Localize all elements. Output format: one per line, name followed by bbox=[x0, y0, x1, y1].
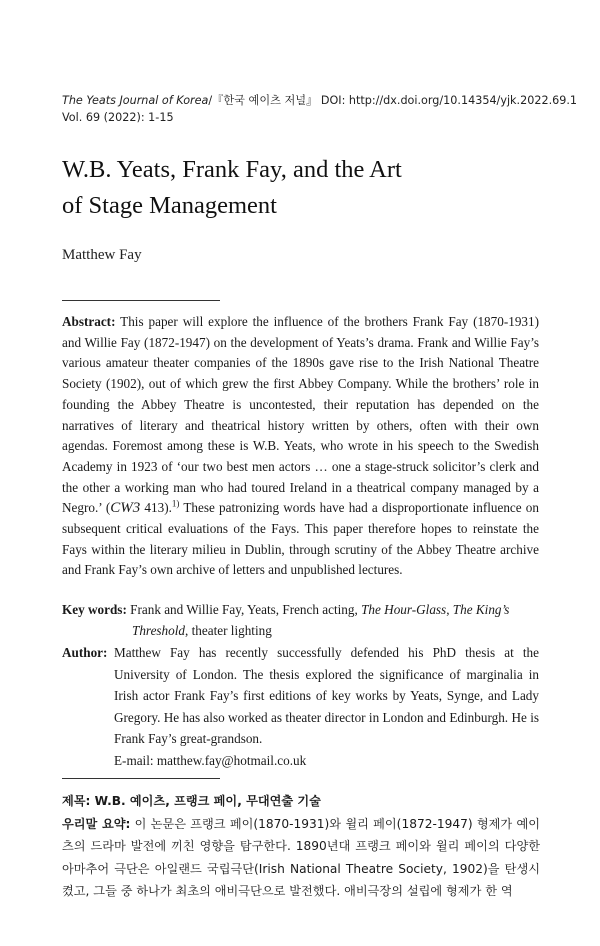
article-title bbox=[62, 152, 562, 224]
keyword-title-2b: Threshold bbox=[132, 622, 186, 638]
author-bio bbox=[62, 642, 539, 771]
divider bbox=[62, 300, 220, 301]
korean-summary-label: 우리말 요약: bbox=[62, 816, 131, 831]
korean-summary-body bbox=[62, 813, 540, 903]
abstract-label: Abstract: bbox=[62, 314, 116, 329]
keywords-line-2 bbox=[62, 621, 539, 642]
abstract-text-b: 413). bbox=[140, 500, 172, 516]
abstract bbox=[62, 312, 539, 581]
journal-volume: Vol. 69 (2022): 1-15 bbox=[62, 111, 174, 124]
keyword-title-2a: The King’s bbox=[452, 602, 510, 617]
keywords-line-1 bbox=[62, 600, 539, 621]
article-title-line-2: of Stage Management bbox=[62, 192, 277, 219]
keywords-label: Key words: bbox=[62, 602, 127, 617]
author-email: E-mail: matthew.fay@hotmail.co.uk bbox=[114, 752, 307, 768]
korean-summary-text: 이 논문은 프랭크 페이(1870-1931)와 윌리 페이(1872-1947) 형제가 예이츠의 드라마 발전에 끼친 영향을 탐구한다. 1890년대 프랭크 페이와 윌리 페이의 다양한 아마추어 극단은 아일랜드 국립극단(Irish National Theatre Society, 1902)을 탄생시켰고, 그들 중 하나가 최초의 애비극단으로 발전했다. 애비극장의 설립에 형제가 한 역 bbox=[62, 816, 541, 898]
abstract-citation: CW3 bbox=[110, 500, 141, 517]
divider bbox=[62, 778, 220, 779]
journal-header bbox=[62, 92, 582, 126]
article-author: Matthew Fay bbox=[62, 247, 142, 263]
footnote-marker: 1) bbox=[171, 498, 180, 509]
author-bio-text: Matthew Fay has recently successfully defended his PhD thesis at the University of London. The thesis explored the significance of marginalia in Irish actor Frank Fay’s first editions of key works by Yeats, Synge, and Lady Gregory. He has also worked as theater director in London and Edinburgh. He is Frank Fay’s great-grandson. bbox=[114, 645, 539, 746]
keywords bbox=[62, 600, 539, 641]
keywords-text-b: , theater lighting bbox=[185, 622, 272, 638]
keyword-title-1: The Hour-Glass bbox=[361, 602, 447, 617]
keywords-text-a: Frank and Willie Fay, Yeats, French acting, bbox=[126, 602, 362, 617]
abstract-text-c: These patronizing words have had a disproportionate influence on subsequent critical evaluations of the Fays. This paper therefore hopes to reinstate the Fays within the literary milieu in Dublin, through scrutiny of the Abbey Theatre archive and Frank Fay’s own archive of letters and unpublished lectures. bbox=[62, 500, 539, 578]
korean-title: 제목: W.B. 예이츠, 프랭크 페이, 무대연출 기술 bbox=[62, 794, 321, 808]
author-bio-text-block bbox=[114, 642, 539, 771]
journal-doi: /『한국 예이츠 저널』 DOI: http://dx.doi.org/10.14354/yjk.2022.69.1 bbox=[208, 94, 578, 107]
abstract-text-a: This paper will explore the influence of the brothers Frank Fay (1870-1931) and Willie Fay (1872-1947) on the development of Yeats’s drama. Frank and Willie Fay’s various amateur theater companies of the 1890s gave rise to the Irish National Theatre Society (1902), out of which grew the first Abbey Company. While the brothers’ role in founding the Abbey Theatre is uncontested, their reputation has depended on the narratives of literary and theatrical history written by others, often with their own agendas. Foremost among these is W.B. Yeats, who wrote in his speech to the Swedish Academy in 1923 of ‘our two best men actors … one a stage-struck solicitor’s clerk and the other a working man who had toured Ireland in a theatrical company managed by a Negro.’ ( bbox=[62, 314, 539, 516]
korean-summary bbox=[62, 790, 540, 903]
keywords-sep: , bbox=[446, 602, 453, 617]
author-bio-label: Author: bbox=[62, 645, 108, 660]
journal-name: The Yeats Journal of Korea bbox=[62, 94, 209, 107]
journal-citation-line bbox=[62, 92, 582, 109]
article-title-line-1: W.B. Yeats, Frank Fay, and the Art bbox=[62, 156, 402, 183]
